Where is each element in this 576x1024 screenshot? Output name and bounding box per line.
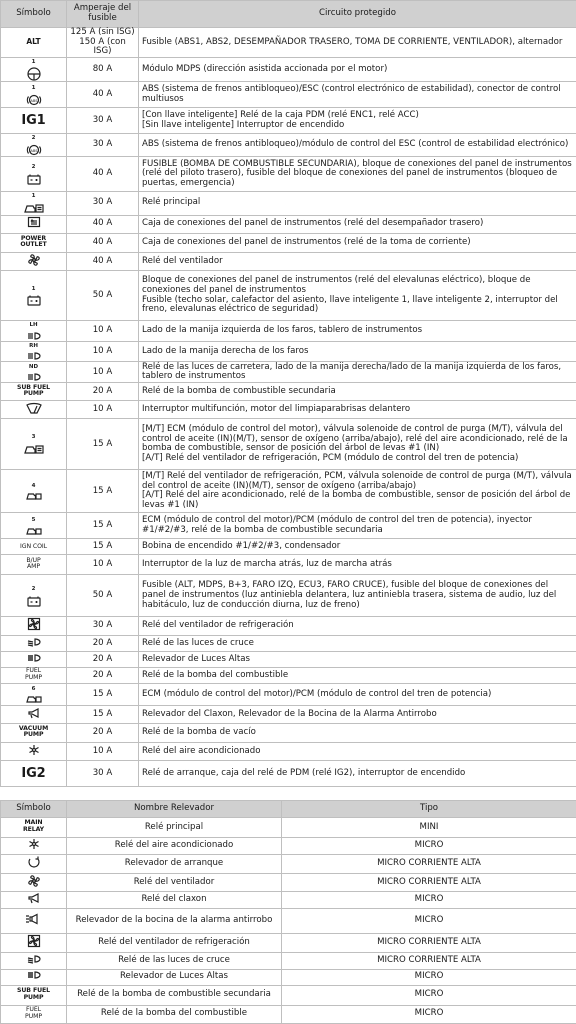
fuse-row bbox=[1, 108, 576, 134]
fuse-symbol-cell bbox=[1, 635, 67, 651]
fuse-amperage: 30 A bbox=[67, 134, 139, 157]
header-circuit: Circuito protegido bbox=[139, 1, 576, 28]
relay-name: Relé del ventilador de refrigeración bbox=[67, 934, 282, 953]
table-gap bbox=[0, 787, 576, 800]
fan-icon bbox=[27, 874, 41, 888]
fuse-amperage: 40 A bbox=[67, 233, 139, 252]
symbol-index: ND bbox=[28, 363, 39, 370]
ecu-small-icon bbox=[25, 516, 43, 536]
relay-symbol-cell bbox=[1, 837, 67, 854]
fuse-circuit: Relé de la bomba de vacío bbox=[139, 723, 576, 742]
relay-type: MICRO bbox=[282, 1005, 576, 1023]
relay-symbol-cell bbox=[1, 985, 67, 1005]
relay-type: MICRO CORRIENTE ALTA bbox=[282, 952, 576, 969]
relay-symbol-cell bbox=[1, 969, 67, 985]
fuse-symbol-cell bbox=[1, 252, 67, 271]
relay-type: MICRO bbox=[282, 837, 576, 854]
relay-row bbox=[1, 1005, 576, 1023]
fuse-circuit: ABS (sistema de frenos antibloqueo)/ESC (control electrónico de estabilidad), conector de control multiusos bbox=[139, 82, 576, 108]
fuse-symbol-cell bbox=[1, 705, 67, 723]
fuse-circuit: Relé del aire acondicionado bbox=[139, 742, 576, 760]
relay-row bbox=[1, 909, 576, 934]
relay-row bbox=[1, 817, 576, 837]
high-beam-icon bbox=[26, 653, 42, 663]
fuse-amperage: 30 A bbox=[67, 760, 139, 786]
relay-row bbox=[1, 892, 576, 909]
mdps-icon bbox=[26, 58, 42, 82]
fuse-row bbox=[1, 539, 576, 555]
high-beam-icon bbox=[26, 970, 42, 980]
fuse-amperage: 10 A bbox=[67, 341, 139, 362]
fuse-circuit: Fusible (ALT, MDPS, B+3, FARO IZQ, ECU3, FARO CRUCE), fusible del bloque de conexiones del panel de instrumentos (luz antiniebla delantera, luz antiniebla trasera, sistema de audio, luz del habitáculo, luz de conducción diurna, luz de freno) bbox=[139, 575, 576, 617]
fuse-amperage: 125 A (sin ISG) 150 A (con ISG) bbox=[67, 28, 139, 58]
fuse-amperage: 15 A bbox=[67, 705, 139, 723]
fuse-circuit: [M/T] Relé del ventilador de refrigeración, PCM, válvula solenoide de control de purga (M/T), válvula del control de aceite (IN)(M/T), sensor de oxígeno (arriba/abajo) [A/T] Relé del aire acondicionado, relé de la bomba de combustible, sensor de posición del árbol de levas #1 (IN) bbox=[139, 470, 576, 513]
fuse-symbol-cell bbox=[1, 215, 67, 233]
fuse-row bbox=[1, 723, 576, 742]
wiper-icon bbox=[25, 402, 43, 414]
fuse-amperage: 15 A bbox=[67, 470, 139, 513]
horn-icon bbox=[26, 892, 42, 904]
symbol-index: 2 bbox=[31, 164, 36, 171]
alarm-horn-icon bbox=[25, 913, 43, 925]
fuse-circuit: Relé de arranque, caja del relé de PDM (relé IG2), interruptor de encendido bbox=[139, 760, 576, 786]
ig-symbol: IG1 bbox=[21, 113, 46, 129]
relay-type: MICRO bbox=[282, 909, 576, 934]
fuse-amperage: 15 A bbox=[67, 683, 139, 705]
relay-symbol-cell bbox=[1, 892, 67, 909]
fuse-circuit: Relé del ventilador bbox=[139, 252, 576, 271]
fuse-amperage: 15 A bbox=[67, 419, 139, 470]
fuse-circuit: Relé de la bomba de combustible secundaria bbox=[139, 383, 576, 401]
fuse-circuit: Relé del ventilador de refrigeración bbox=[139, 617, 576, 636]
fuse-amperage: 50 A bbox=[67, 575, 139, 617]
fuse-circuit: Caja de conexiones del panel de instrumentos (relé de la toma de corriente) bbox=[139, 233, 576, 252]
fuse-amperage: 15 A bbox=[67, 539, 139, 555]
fuse-circuit: Relevador del Claxon, Relevador de la Bocina de la Alarma Antirrobo bbox=[139, 705, 576, 723]
fuse-circuit: ECM (módulo de control del motor)/PCM (módulo de control del tren de potencia) bbox=[139, 683, 576, 705]
ac-icon bbox=[28, 838, 40, 850]
relay-type: MICRO CORRIENTE ALTA bbox=[282, 873, 576, 892]
ign-coil-symbol: IGN COIL bbox=[20, 543, 47, 551]
fuse-row bbox=[1, 555, 576, 575]
ecu-small-icon bbox=[25, 685, 43, 705]
fan-icon bbox=[27, 253, 41, 267]
fuse-amperage: 20 A bbox=[67, 651, 139, 667]
fuse-symbol-cell bbox=[1, 271, 67, 321]
headlamp-icon bbox=[26, 342, 42, 362]
symbol-index: 1 bbox=[31, 58, 36, 65]
fuse-amperage: 40 A bbox=[67, 215, 139, 233]
headlamp-icon bbox=[26, 321, 42, 341]
fuse-symbol-cell bbox=[1, 321, 67, 342]
battery-icon bbox=[26, 285, 42, 307]
relay-row bbox=[1, 854, 576, 873]
fuse-symbol-cell bbox=[1, 233, 67, 252]
symbol-index: 1 bbox=[31, 192, 36, 199]
fuse-row bbox=[1, 28, 576, 58]
fuse-symbol-cell bbox=[1, 191, 67, 215]
fuse-symbol-cell bbox=[1, 539, 67, 555]
relay-type: MICRO CORRIENTE ALTA bbox=[282, 934, 576, 953]
relay-header-symbol: Símbolo bbox=[1, 800, 67, 817]
relay-name: Relé de la bomba de combustible secundaria bbox=[67, 985, 282, 1005]
relay-name: Relevador de arranque bbox=[67, 854, 282, 873]
relay-name: Relevador de la bocina de la alarma antirrobo bbox=[67, 909, 282, 934]
fuse-circuit: Relé de la bomba del combustible bbox=[139, 667, 576, 683]
fuse-amperage: 10 A bbox=[67, 321, 139, 342]
fuse-row bbox=[1, 321, 576, 342]
ac-icon bbox=[28, 744, 40, 756]
relay-symbol-cell bbox=[1, 817, 67, 837]
fuse-circuit: Bobina de encendido #1/#2/#3, condensador bbox=[139, 539, 576, 555]
fuel-pump-symbol: FUEL PUMP bbox=[25, 667, 42, 681]
fuse-amperage: 10 A bbox=[67, 742, 139, 760]
fuse-circuit: Bloque de conexiones del panel de instrumentos (relé del elevalunas eléctrico), bloque de conexiones del panel de instrumentos Fusible (techo solar, calefactor del asiento, llave inteligente 1, llave inteligente 2, interruptor del freno, elevalunas eléctrico de seguridad) bbox=[139, 271, 576, 321]
fuse-amperage: 20 A bbox=[67, 635, 139, 651]
symbol-index: 2 bbox=[31, 586, 36, 593]
fuse-symbol-cell bbox=[1, 419, 67, 470]
fuse-row bbox=[1, 683, 576, 705]
power-outlet-symbol: POWER OUTLET bbox=[20, 234, 47, 248]
fuse-row bbox=[1, 134, 576, 157]
relay-symbol-cell bbox=[1, 1005, 67, 1023]
fuse-amperage: 30 A bbox=[67, 617, 139, 636]
cooling-fan-icon bbox=[27, 934, 41, 948]
fuse-circuit: Interruptor de la luz de marcha atrás, luz de marcha atrás bbox=[139, 555, 576, 575]
fuse-amperage: 80 A bbox=[67, 57, 139, 82]
relay-header-name: Nombre Relevador bbox=[67, 800, 282, 817]
ecu-icon bbox=[23, 433, 45, 456]
relay-type: MINI bbox=[282, 817, 576, 837]
relay-type: MICRO bbox=[282, 969, 576, 985]
relay-header-type: Tipo bbox=[282, 800, 576, 817]
fuse-row bbox=[1, 362, 576, 383]
relay-type: MICRO bbox=[282, 892, 576, 909]
fuse-row bbox=[1, 383, 576, 401]
relay-row bbox=[1, 837, 576, 854]
fuse-row bbox=[1, 215, 576, 233]
symbol-index: 1 bbox=[31, 85, 36, 92]
relay-row bbox=[1, 873, 576, 892]
headlamp-icon bbox=[26, 363, 42, 383]
abs-icon bbox=[26, 134, 42, 156]
fuse-row bbox=[1, 271, 576, 321]
low-beam-icon bbox=[26, 954, 42, 964]
fuse-symbol-cell bbox=[1, 28, 67, 58]
fuse-symbol-cell bbox=[1, 683, 67, 705]
fuse-row bbox=[1, 252, 576, 271]
relay-name: Relé del claxon bbox=[67, 892, 282, 909]
fuel-pump-symbol: FUEL PUMP bbox=[25, 1006, 42, 1020]
fuse-amperage: 10 A bbox=[67, 555, 139, 575]
svg-text:ABS: ABS bbox=[29, 98, 38, 103]
fuse-symbol-cell bbox=[1, 341, 67, 362]
relay-type: MICRO CORRIENTE ALTA bbox=[282, 854, 576, 873]
fuse-symbol-cell bbox=[1, 760, 67, 786]
svg-text:ABS: ABS bbox=[29, 148, 38, 153]
fuse-row bbox=[1, 705, 576, 723]
relay-name: Relé de las luces de cruce bbox=[67, 952, 282, 969]
fuse-symbol-cell bbox=[1, 57, 67, 82]
fuse-symbol-cell bbox=[1, 742, 67, 760]
fuse-circuit: Lado de la manija derecha de los faros bbox=[139, 341, 576, 362]
symbol-index: 2 bbox=[31, 135, 36, 142]
symbol-index: 4 bbox=[31, 482, 36, 489]
fuse-row bbox=[1, 401, 576, 419]
relay-table-header bbox=[1, 800, 576, 817]
fuse-circuit: Relé principal bbox=[139, 191, 576, 215]
abs-icon bbox=[26, 84, 42, 106]
fuse-row bbox=[1, 57, 576, 82]
relay-name: Relé del aire acondicionado bbox=[67, 837, 282, 854]
fuse-amperage: 20 A bbox=[67, 383, 139, 401]
fuse-amperage: 10 A bbox=[67, 401, 139, 419]
ecu-icon bbox=[23, 192, 45, 215]
fuse-amperage: 30 A bbox=[67, 191, 139, 215]
fuse-amperage: 30 A bbox=[67, 108, 139, 134]
fuse-symbol-cell bbox=[1, 134, 67, 157]
relay-symbol-cell bbox=[1, 952, 67, 969]
fuse-amperage: 40 A bbox=[67, 156, 139, 191]
relay-row bbox=[1, 969, 576, 985]
symbol-index: LH bbox=[29, 322, 38, 329]
relay-row bbox=[1, 934, 576, 953]
fuse-symbol-cell bbox=[1, 555, 67, 575]
fuse-symbol-cell bbox=[1, 513, 67, 539]
fuse-row bbox=[1, 513, 576, 539]
fuse-symbol-cell bbox=[1, 723, 67, 742]
fuse-circuit: Relé de las luces de cruce bbox=[139, 635, 576, 651]
header-symbol: Símbolo bbox=[1, 1, 67, 28]
symbol-index: 1 bbox=[31, 285, 36, 292]
main-relay-symbol: MAIN RELAY bbox=[22, 819, 45, 833]
fuse-amperage: 20 A bbox=[67, 667, 139, 683]
fuse-circuit: Módulo MDPS (dirección asistida accionada por el motor) bbox=[139, 57, 576, 82]
fuse-symbol-cell bbox=[1, 651, 67, 667]
relay-type: MICRO bbox=[282, 985, 576, 1005]
fuse-amperage: 15 A bbox=[67, 513, 139, 539]
relay-symbol-cell bbox=[1, 873, 67, 892]
fuse-row bbox=[1, 575, 576, 617]
fuse-row bbox=[1, 341, 576, 362]
fuse-row bbox=[1, 82, 576, 108]
fuse-circuit: Fusible (ABS1, ABS2, DESEMPAÑADOR TRASERO, TOMA DE CORRIENTE, VENTILADOR), alternador bbox=[139, 28, 576, 58]
fuse-row bbox=[1, 156, 576, 191]
fuse-circuit: ABS (sistema de frenos antibloqueo)/módulo de control del ESC (control de estabilidad electrónico) bbox=[139, 134, 576, 157]
fuse-row bbox=[1, 191, 576, 215]
header-amperage: Amperaje del fusible bbox=[67, 1, 139, 28]
relay-symbol-cell bbox=[1, 854, 67, 873]
symbol-index: 3 bbox=[31, 434, 36, 441]
relay-table bbox=[0, 800, 576, 1024]
fuse-symbol-cell bbox=[1, 575, 67, 617]
fuse-amperage: 40 A bbox=[67, 82, 139, 108]
cooling-fan-icon bbox=[27, 617, 41, 631]
fuse-circuit: [M/T] ECM (módulo de control del motor), válvula solenoide de control de purga (M/T), válvula del control de aceite (IN)(M/T), sensor de oxígeno (arriba/abajo), relé del aire acondicionado, relé de la bomba de combustible, sensor de posición del árbol de levas #1 (IN) [A/T] Relé del ventilador de refrigeración, PCM (módulo de control del tren de potencia) bbox=[139, 419, 576, 470]
relay-name: Relé principal bbox=[67, 817, 282, 837]
fuse-symbol-cell bbox=[1, 617, 67, 636]
battery-icon bbox=[26, 585, 42, 607]
fuse-circuit: Relé de las luces de carretera, lado de la manija derecha/lado de la manija izquierda de los faros, tablero de instrumentos bbox=[139, 362, 576, 383]
relay-row bbox=[1, 985, 576, 1005]
ig-symbol: IG2 bbox=[21, 765, 46, 781]
fuse-symbol-cell bbox=[1, 362, 67, 383]
fuse-table-header bbox=[1, 1, 576, 28]
fuse-symbol-cell bbox=[1, 401, 67, 419]
sub-fuel-pump-symbol: SUB FUEL PUMP bbox=[17, 383, 50, 398]
fuse-row bbox=[1, 760, 576, 786]
fuse-row bbox=[1, 667, 576, 683]
fuse-amperage: 20 A bbox=[67, 723, 139, 742]
relay-symbol-cell bbox=[1, 909, 67, 934]
starter-icon bbox=[27, 855, 41, 869]
low-beam-icon bbox=[26, 637, 42, 647]
relay-row bbox=[1, 952, 576, 969]
fuse-amperage: 40 A bbox=[67, 252, 139, 271]
fuse-row bbox=[1, 419, 576, 470]
fuse-circuit: Caja de conexiones del panel de instrumentos (relé del desempañador trasero) bbox=[139, 215, 576, 233]
relay-name: Relé del ventilador bbox=[67, 873, 282, 892]
ecu-small-icon bbox=[25, 482, 43, 502]
symbol-index: 5 bbox=[31, 517, 36, 524]
fuse-symbol-cell bbox=[1, 82, 67, 108]
fuse-symbol-cell bbox=[1, 667, 67, 683]
fuse-row bbox=[1, 651, 576, 667]
relay-symbol-cell bbox=[1, 934, 67, 953]
fuse-row bbox=[1, 233, 576, 252]
fuse-circuit: Relevador de Luces Altas bbox=[139, 651, 576, 667]
fuse-circuit: [Con llave inteligente] Relé de la caja PDM (relé ENC1, relé ACC) [Sin llave inteligente] Interruptor de encendido bbox=[139, 108, 576, 134]
fuse-amperage: 10 A bbox=[67, 362, 139, 383]
fuse-circuit: FUSIBLE (BOMBA DE COMBUSTIBLE SECUNDARIA), bloque de conexiones del panel de instrumentos (relé del piloto trasero), fusible del bloque de conexiones del panel de instrumentos (bloqueo de puertas, emergencia) bbox=[139, 156, 576, 191]
fuse-row bbox=[1, 617, 576, 636]
sub-fuel-pump-symbol: SUB FUEL PUMP bbox=[17, 987, 50, 1001]
fuse-row bbox=[1, 635, 576, 651]
symbol-index: RH bbox=[29, 342, 38, 349]
fuse-symbol-cell bbox=[1, 470, 67, 513]
fuse-circuit: ECM (módulo de control del motor)/PCM (módulo de control del tren de potencia), inyector #1/#2/#3, relé de la bomba de combustible secundaria bbox=[139, 513, 576, 539]
relay-name: Relé de la bomba del combustible bbox=[67, 1005, 282, 1023]
alt-symbol: ALT bbox=[26, 36, 41, 46]
fuse-circuit: Interruptor multifunción, motor del limpiaparabrisas delantero bbox=[139, 401, 576, 419]
fuse-row bbox=[1, 742, 576, 760]
fuse-row bbox=[1, 470, 576, 513]
bup-amp-symbol: B/UP AMP bbox=[26, 556, 41, 571]
fuse-symbol-cell bbox=[1, 156, 67, 191]
fuse-symbol-cell bbox=[1, 108, 67, 134]
battery-icon bbox=[26, 163, 42, 185]
relay-name: Relevador de Luces Altas bbox=[67, 969, 282, 985]
fuse-symbol-cell bbox=[1, 383, 67, 401]
fuse-circuit: Lado de la manija izquierda de los faros, tablero de instrumentos bbox=[139, 321, 576, 342]
vacuum-pump-symbol: VACUUM PUMP bbox=[18, 724, 49, 739]
horn-icon bbox=[26, 707, 42, 719]
fuse-amperage: 50 A bbox=[67, 271, 139, 321]
rear-defrost-icon bbox=[27, 216, 41, 228]
symbol-index: 6 bbox=[31, 685, 36, 692]
